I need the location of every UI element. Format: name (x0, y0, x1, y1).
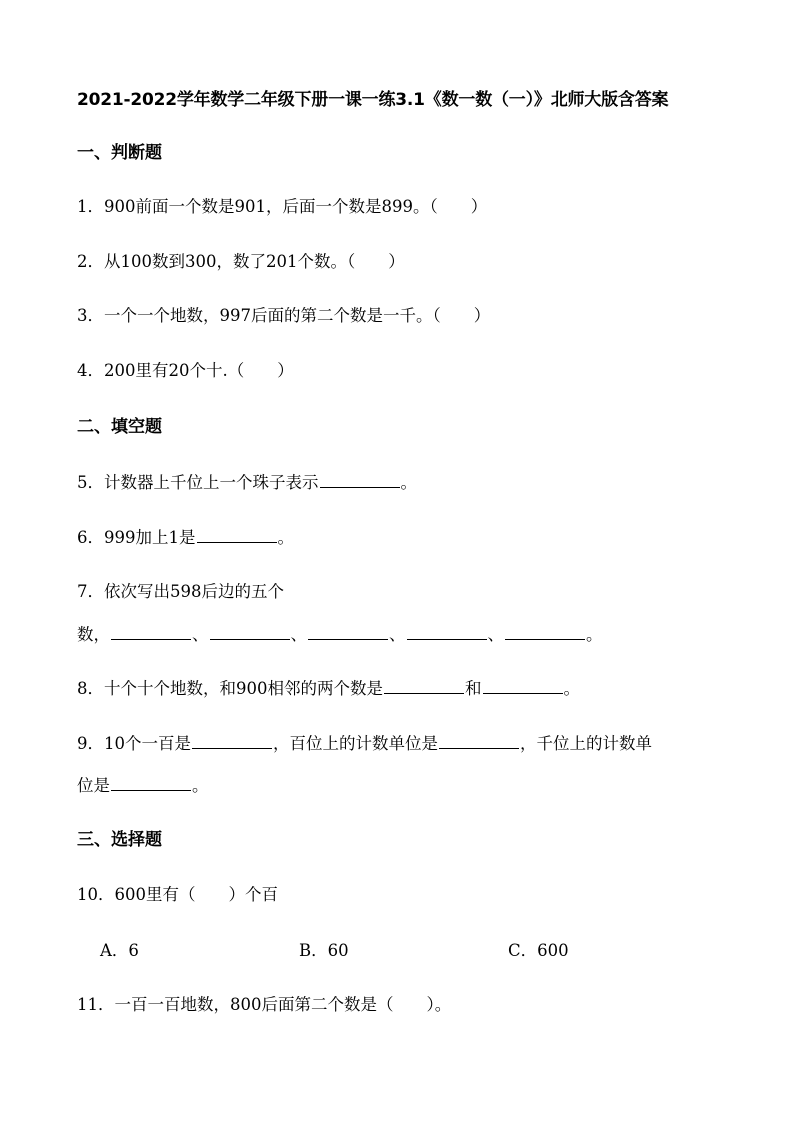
question-7-line-2 (77, 623, 603, 646)
question-7-line-1: 7．依次写出598后边的五个 (77, 582, 284, 601)
answer-blank[interactable] (320, 471, 400, 488)
question-6 (77, 526, 294, 549)
separator: 、 (487, 625, 504, 644)
answer-blank[interactable] (111, 774, 191, 791)
answer-blank[interactable] (308, 623, 388, 640)
separator: 、 (389, 625, 406, 644)
question-1: 1．900前面一个数是901，后面一个数是899。（ ） (77, 197, 488, 216)
question-9-line-2 (77, 774, 209, 797)
separator: 、 (290, 625, 307, 644)
question-6-end: 。 (277, 528, 294, 547)
question-8-and: 和 (465, 679, 482, 698)
question-5 (77, 471, 417, 494)
question-4: 4．200里有20个十.（ ） (77, 361, 294, 380)
answer-blank[interactable] (384, 677, 464, 694)
question-6-text: 6．999加上1是 (77, 528, 196, 547)
answer-blank[interactable] (483, 677, 563, 694)
section-heading-judgement: 一、判断题 (77, 143, 162, 163)
question-8-text: 8．十个十个地数，和900相邻的两个数是 (77, 679, 383, 698)
question-9-tail: ，千位上的计数单 (520, 734, 652, 753)
answer-blank[interactable] (210, 623, 290, 640)
option-a[interactable]: A．6 (100, 941, 139, 960)
question-2: 2．从100数到300，数了201个数。（ ） (77, 252, 405, 271)
question-7-text: 数， (77, 625, 110, 644)
question-11: 11．一百一百地数，800后面第二个数是（ ）。 (77, 995, 452, 1014)
question-10: 10．600里有（ ）个百 (77, 885, 278, 904)
answer-blank[interactable] (439, 732, 519, 749)
option-b[interactable]: B．60 (299, 941, 349, 960)
answer-blank[interactable] (505, 623, 585, 640)
question-7-end: 。 (586, 625, 603, 644)
question-5-end: 。 (400, 473, 417, 492)
question-3: 3．一个一个地数，997后面的第二个数是一千。（ ） (77, 306, 491, 325)
separator: 、 (192, 625, 209, 644)
answer-blank[interactable] (111, 623, 191, 640)
section-heading-choice: 三、选择题 (77, 830, 162, 850)
section-heading-fill-blank: 二、填空题 (77, 417, 162, 437)
question-5-text: 5．计数器上千位上一个珠子表示 (77, 473, 319, 492)
question-8 (77, 677, 580, 700)
question-9-line-1 (77, 732, 652, 755)
question-9-text: 9．10个一百是 (77, 734, 191, 753)
answer-blank[interactable] (192, 732, 272, 749)
question-8-end: 。 (563, 679, 580, 698)
question-9-middle: ，百位上的计数单位是 (273, 734, 438, 753)
question-9-end: 。 (192, 776, 209, 795)
question-9-line-2-text: 位是 (77, 776, 110, 795)
page-title: 2021-2022学年数学二年级下册一课一练3.1《数一数（一）》北师大版含答案 (77, 90, 669, 110)
option-c[interactable]: C．600 (508, 941, 569, 960)
answer-blank[interactable] (197, 526, 277, 543)
answer-blank[interactable] (407, 623, 487, 640)
